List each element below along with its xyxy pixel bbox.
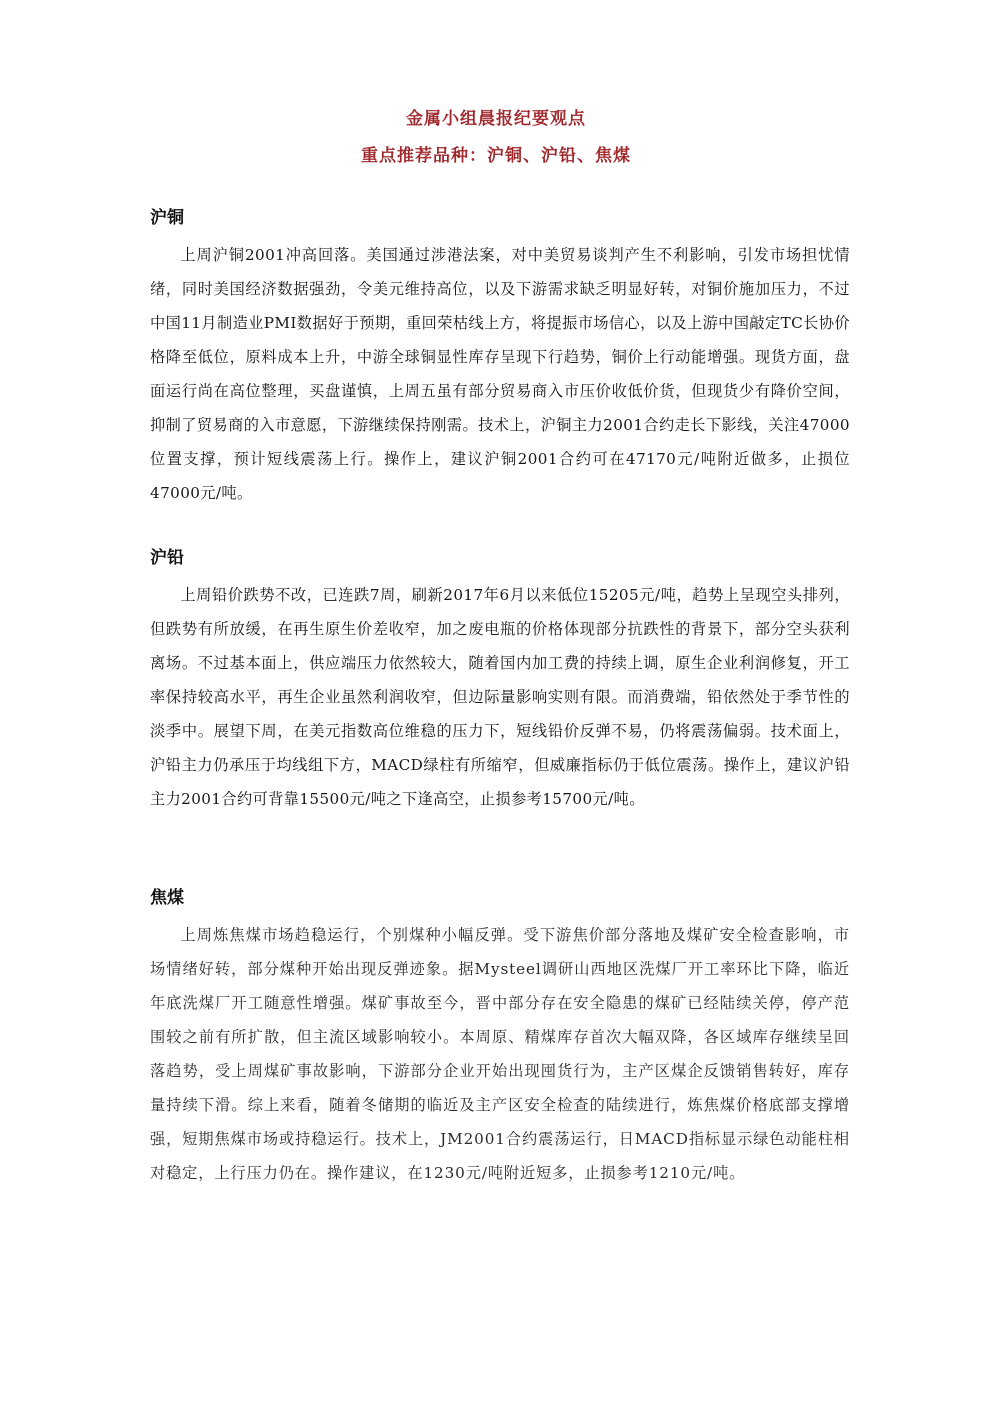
section-heading-coking-coal: 焦煤	[150, 888, 184, 908]
page-title: 金属小组晨报纪要观点	[406, 109, 586, 129]
section-lead	[150, 548, 850, 816]
section-copper	[150, 208, 850, 510]
section-body-copper: 上周沪铜2001冲高回落。美国通过涉港法案，对中美贸易谈判产生不利影响，引发市场担忧情绪，同时美国经济数据强劲，令美元维持高位，以及下游需求缺乏明显好转，对铜价施加压力，不过中国11月制造业PMI数据好于预期，重回荣枯线上方，将提振市场信心，以及上游中国敲定TC长协价格降至低位，原料成本上升，中游全球铜显性库存呈现下行趋势，铜价上行动能增强。现货方面，盘面运行尚在高位整理，买盘谨慎，上周五虽有部分贸易商入市压价收低价货，但现货少有降价空间，抑制了贸易商的入市意愿，下游继续保持刚需。技术上，沪铜主力2001合约走长下影线，关注47000位置支撑，预计短线震荡上行。操作上，建议沪铜2001合约可在47170元/吨附近做多，止损位47000元/吨。	[150, 246, 850, 502]
section-body-coking-coal: 上周炼焦煤市场趋稳运行，个别煤种小幅反弹。受下游焦价部分落地及煤矿安全检查影响，市场情绪好转，部分煤种开始出现反弹迹象。据Mysteel调研山西地区洗煤厂开工率环比下降，临近年底洗煤厂开工随意性增强。煤矿事故至今，晋中部分存在安全隐患的煤矿已经陆续关停，停产范围较之前有所扩散，但主流区域影响较小。本周原、精煤库存首次大幅双降，各区域库存继续呈回落趋势，受上周煤矿事故影响，下游部分企业开始出现囤货行为，主产区煤企反馈销售转好，库存量持续下滑。综上来看，随着冬储期的临近及主产区安全检查的陆续进行，炼焦煤价格底部支撑增强，短期焦煤市场或持稳运行。技术上，JM2001合约震荡运行，日MACD指标显示绿色动能柱相对稳定，上行压力仍在。操作建议，在1230元/吨附近短多，止损参考1210元/吨。	[150, 926, 850, 1182]
section-coking-coal	[150, 888, 850, 1190]
section-heading-copper: 沪铜	[150, 208, 184, 228]
section-body-lead: 上周铅价跌势不改，已连跌7周，刷新2017年6月以来低位15205元/吨，趋势上呈现空头排列，但跌势有所放缓，在再生原生价差收窄，加之废电瓶的价格体现部分抗跌性的背景下，部分空头获利离场。不过基本面上，供应端压力依然较大，随着国内加工费的持续上调，原生企业利润修复，开工率保持较高水平，再生企业虽然利润收窄，但边际量影响实则有限。而消费端，铅依然处于季节性的淡季中。展望下周，在美元指数高位维稳的压力下，短线铅价反弹不易，仍将震荡偏弱。技术面上，沪铅主力仍承压于均线组下方，MACD绿柱有所缩窄，但威廉指标仍于低位震荡。操作上，建议沪铅主力2001合约可背靠15500元/吨之下逢高空，止损参考15700元/吨。	[150, 586, 850, 808]
section-heading-lead: 沪铅	[150, 548, 184, 568]
page-subtitle: 重点推荐品种：沪铜、沪铅、焦煤	[361, 146, 631, 166]
